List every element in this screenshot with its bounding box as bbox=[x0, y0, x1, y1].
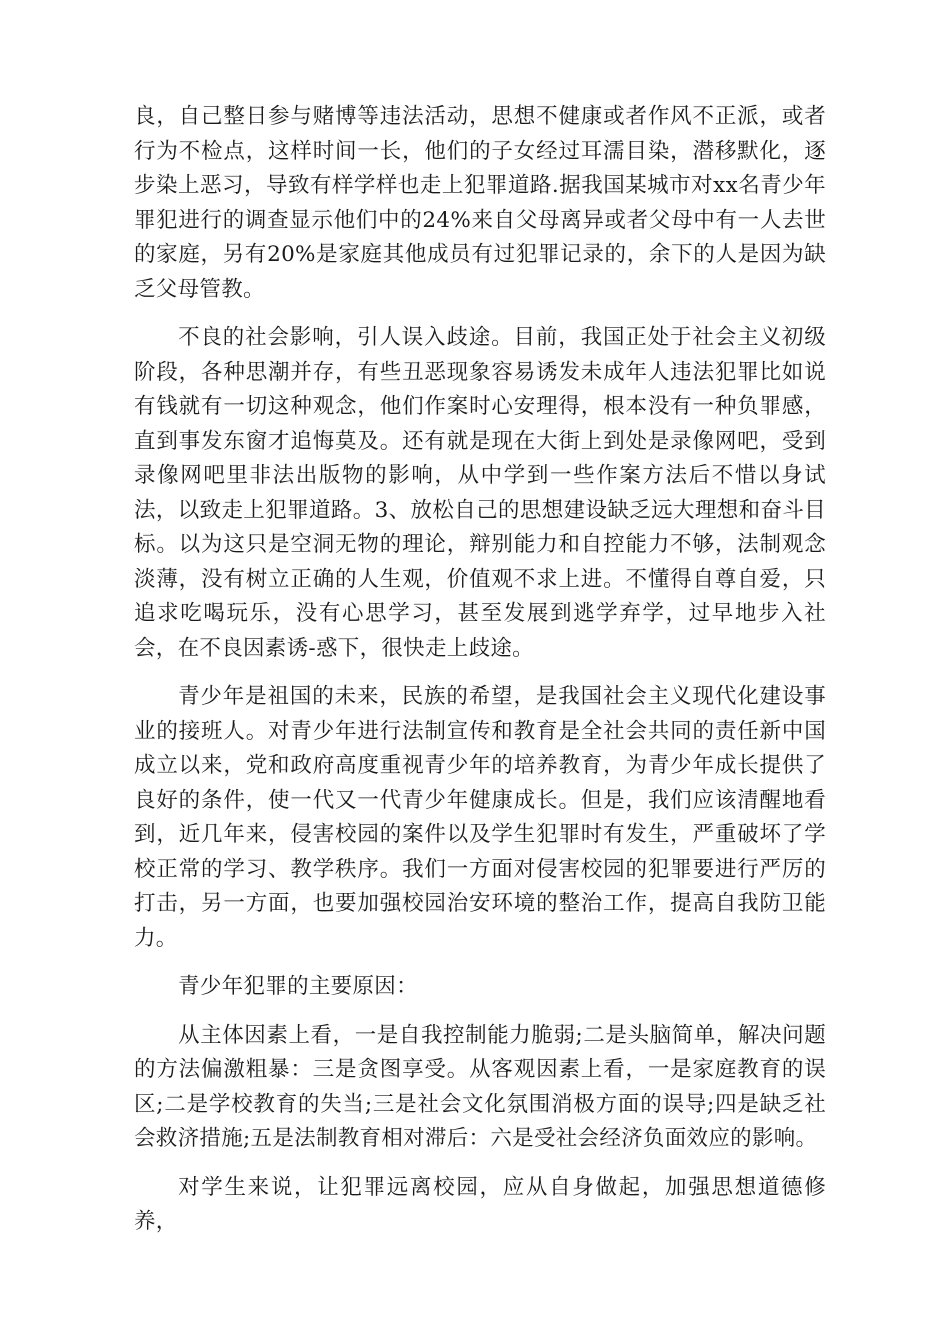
paragraph-1: 良，自己整日参与赌博等违法活动，思想不健康或者作风不正派，或者行为不检点，这样时间一长，他们的子女经过耳濡目染，潜移默化，逐步染上恶习，导致有样学样也走上犯罪道路.据我国某城市对xx名青少年罪犯进行的调查显示他们中的24%来自父母离异或者父母中有一人去世的家庭，另有20%是家庭其他成员有过犯罪记录的，余下的人是因为缺乏父母管教。 bbox=[134, 104, 826, 302]
section-heading: 青少年犯罪的主要原因： bbox=[178, 974, 418, 999]
paragraph-5: 从主体因素上看，一是自我控制能力脆弱;二是头脑简单，解决问题的方法偏激粗暴：三是贪图享受。从客观因素上看，一是家庭教育的误区;二是学校教育的失当;三是社会文化氛围消极方面的误导;四是缺乏社会救济措施;五是法制教育相对滞后：六是受社会经济负面效应的影响。 bbox=[134, 1022, 826, 1151]
paragraph-3: 青少年是祖国的未来，民族的希望，是我国社会主义现代化建设事业的接班人。对青少年进行法制宣传和教育是全社会共同的责任新中国成立以来，党和政府高度重视青少年的培养教育，为青少年成长提供了良好的条件，使一代又一代青少年健康成长。但是，我们应该清醒地看到，近几年来，侵害校园的案件以及学生犯罪时有发生，严重破坏了学校正常的学习、教学秩序。我们一方面对侵害校园的犯罪要进行严厉的打击，另一方面，也要加强校园治安环境的整治工作，提高自我防卫能力。 bbox=[134, 684, 826, 951]
paragraph-6: 对学生来说，让犯罪远离校园，应从自身做起，加强思想道德修养， bbox=[134, 1174, 826, 1234]
document-page bbox=[134, 100, 826, 1254]
paragraph-2: 不良的社会影响，引人误入歧途。目前，我国正处于社会主义初级阶段，各种思潮并存，有些丑恶现象容易诱发未成年人违法犯罪比如说有钱就有一切这种观念，他们作案时心安理得，根本没有一种负罪感，直到事发东窗才追悔莫及。还有就是现在大街上到处是录像网吧，受到录像网吧里非法出版物的影响，从中学到一些作案方法后不惜以身试法，以致走上犯罪道路。3、放松自己的思想建设缺乏远大理想和奋斗目标。以为这只是空洞无物的理论，辩别能力和自控能力不够，法制观念淡薄，没有树立正确的人生观，价值观不求上进。不懂得自尊自爱，只追求吃喝玩乐，没有心思学习，甚至发展到逃学弃学，过早地步入社会，在不良因素诱-惑下，很快走上歧途。 bbox=[134, 325, 826, 661]
